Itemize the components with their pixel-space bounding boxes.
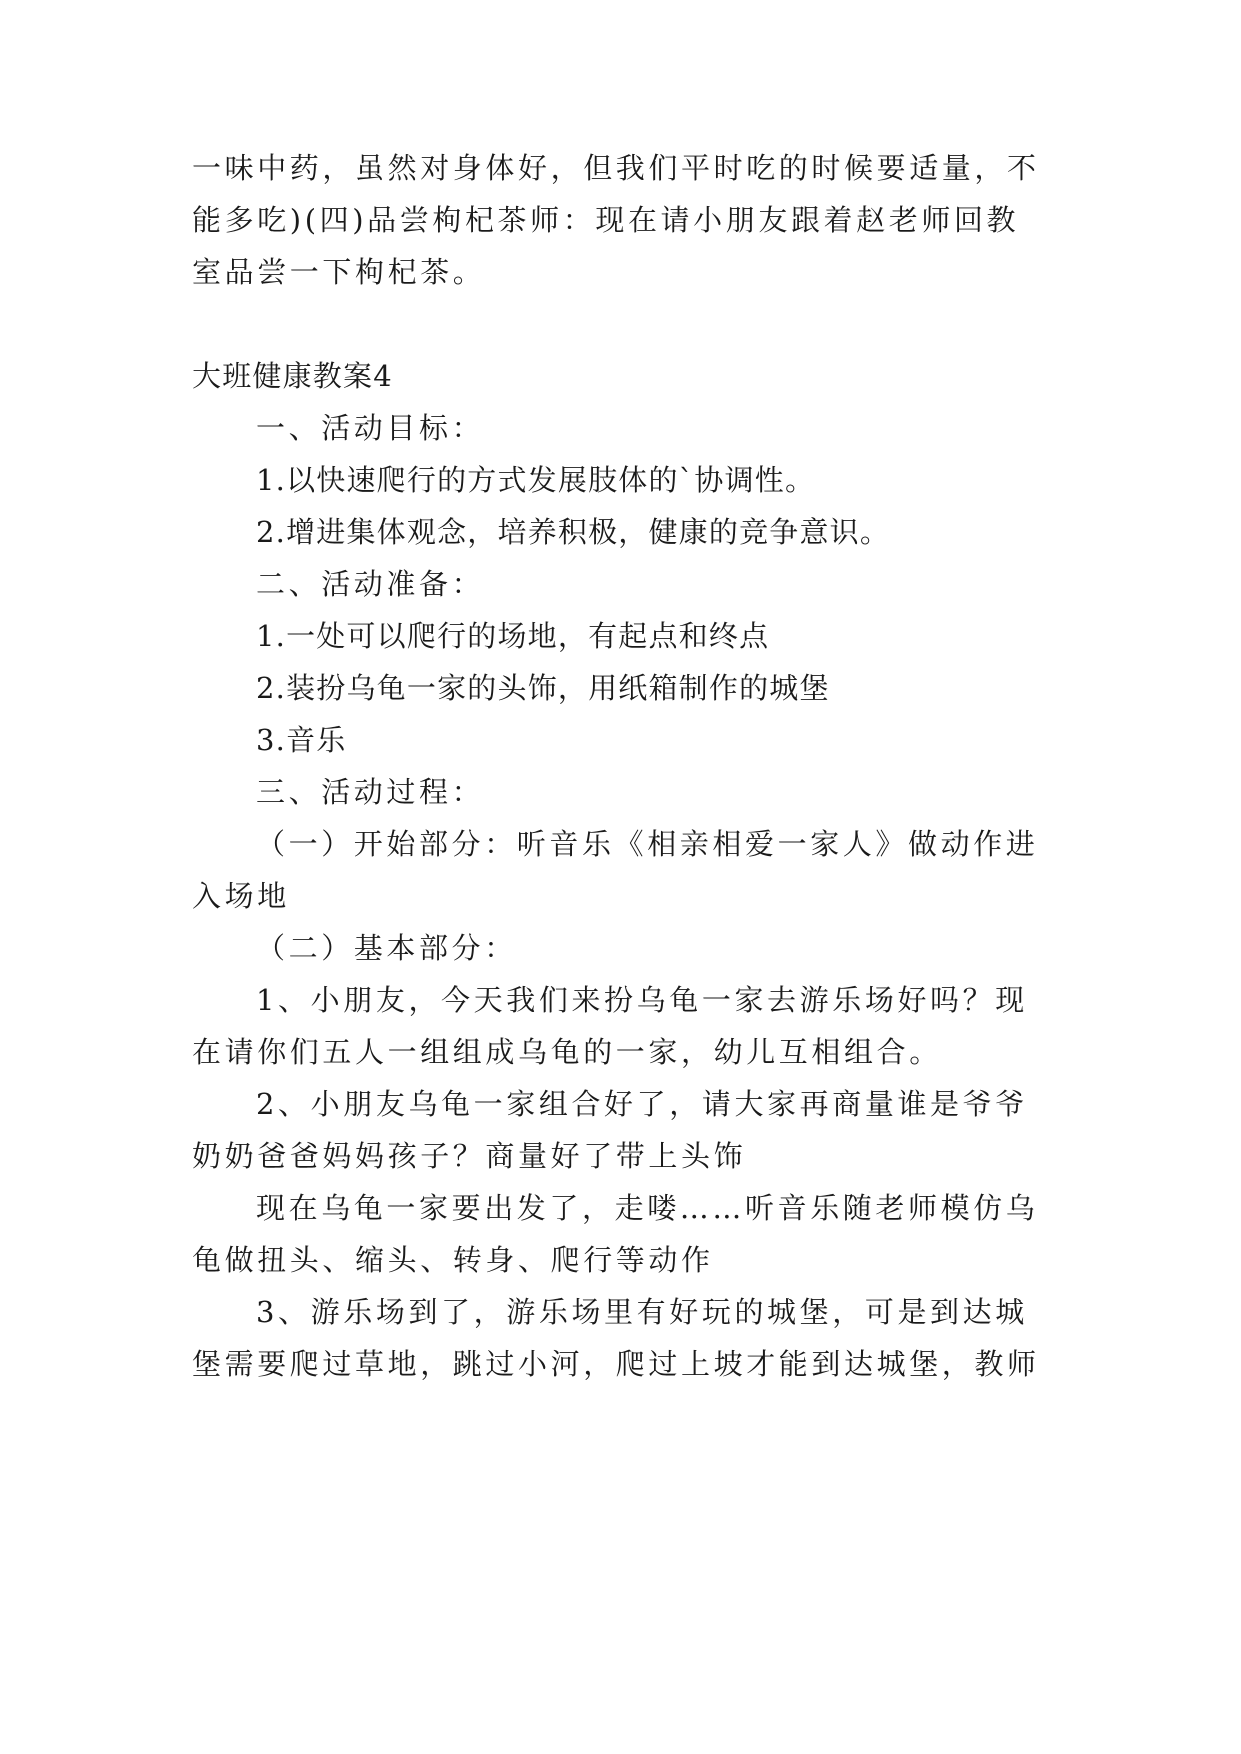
paragraph-line: 奶奶爸爸妈妈孩子？商量好了带上头饰 [192, 1139, 747, 1173]
paragraph-line: 入场地 [192, 879, 290, 913]
heading-line: 一、活动目标： [256, 411, 485, 445]
list-item: 1.以快速爬行的方式发展肢体的`协调性。 [256, 463, 816, 497]
list-item: 2.装扮乌龟一家的头饰，用纸箱制作的城堡 [256, 671, 830, 705]
paragraph-line: 能多吃)(四)品尝枸杞茶师：现在请小朋友跟着赵老师回教 [192, 203, 1020, 237]
paragraph-line: 龟做扭头、缩头、转身、爬行等动作 [192, 1243, 714, 1277]
paragraph-line: 3、游乐场到了，游乐场里有好玩的城堡，可是到达城 [256, 1295, 1028, 1329]
paragraph-line: 一味中药，虽然对身体好，但我们平时吃的时候要适量，不 [192, 151, 1040, 185]
list-item: 3.音乐 [256, 723, 347, 757]
paragraph-line: 现在乌龟一家要出发了，走喽……听音乐随老师模仿乌 [256, 1191, 1039, 1225]
list-item: 1.一处可以爬行的场地，有起点和终点 [256, 619, 770, 653]
section-title: 大班健康教案4 [192, 359, 393, 393]
heading-line: 二、活动准备： [256, 567, 485, 601]
heading-line: （二）基本部分： [256, 931, 517, 965]
paragraph-line: 1、小朋友，今天我们来扮乌龟一家去游乐场好吗？现 [256, 983, 1028, 1017]
paragraph-line: 2、小朋友乌龟一家组合好了，请大家再商量谁是爷爷 [256, 1087, 1028, 1121]
paragraph-line: 堡需要爬过草地，跳过小河，爬过上坡才能到达城堡，教师 [192, 1347, 1040, 1381]
list-item: 2.增进集体观念，培养积极，健康的竞争意识。 [256, 515, 891, 549]
paragraph-line: （一）开始部分：听音乐《相亲相爱一家人》做动作进 [256, 827, 1039, 861]
paragraph-line: 室品尝一下枸杞茶。 [192, 255, 486, 289]
paragraph-line: 在请你们五人一组组成乌龟的一家，幼儿互相组合。 [192, 1035, 942, 1069]
heading-line: 三、活动过程： [256, 775, 485, 809]
